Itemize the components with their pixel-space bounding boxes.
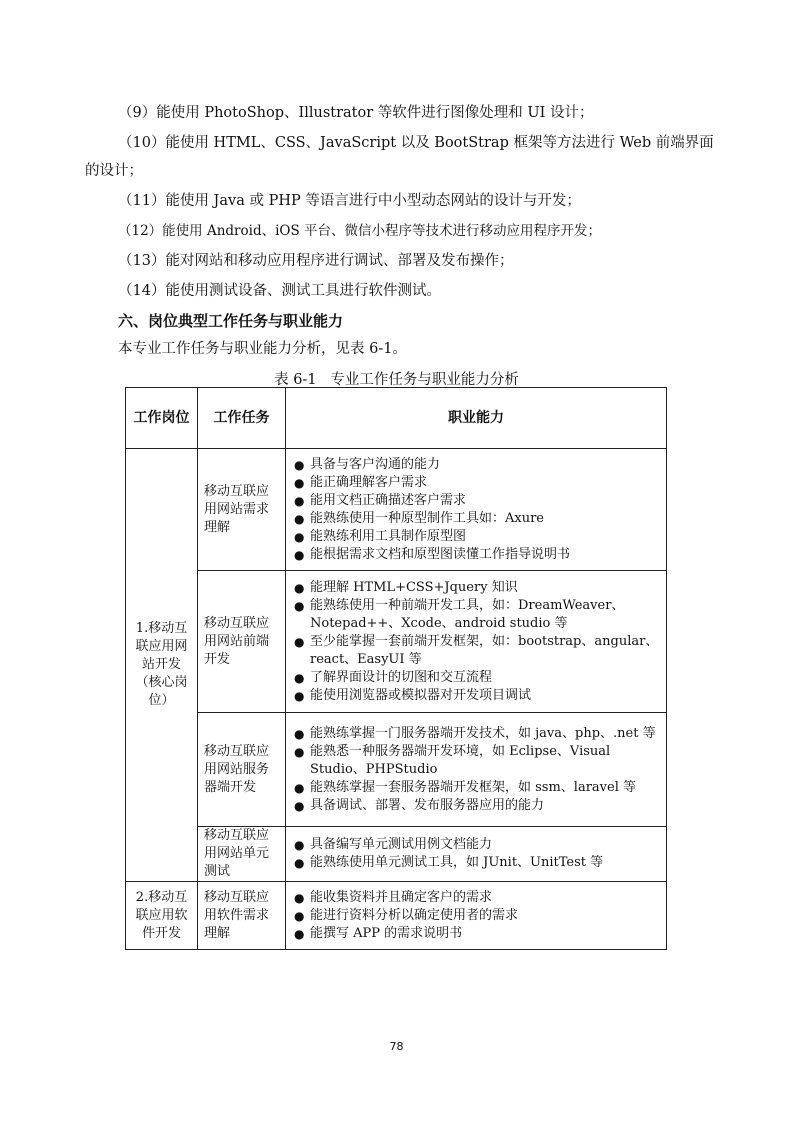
ability-cell — [286, 449, 667, 571]
task-cell: 移动互联应用网站服务器端开发 — [198, 713, 286, 827]
ability-item: ● 能熟练掌握一套服务器端开发框架，如 ssm、laravel 等 — [294, 779, 660, 797]
table-caption: 表 6-1 专业工作任务与职业能力分析 — [274, 372, 519, 388]
ability-item: ● 能撰写 APP 的需求说明书 — [294, 925, 660, 943]
header-task: 工作任务 — [198, 388, 286, 449]
table-row — [126, 827, 667, 882]
table-row — [126, 713, 667, 827]
paragraph-10-cont: 的设计； — [85, 163, 143, 179]
task-cell: 移动互联应用软件需求理解 — [198, 882, 286, 950]
ability-cell — [286, 713, 667, 827]
ability-cell — [286, 827, 667, 882]
table-row — [126, 571, 667, 713]
ability-item: ● 能熟练掌握一门服务器端开发技术，如 java、php、.net 等 — [294, 725, 660, 743]
ability-item: ● 能熟练使用一种前端开发工具，如：DreamWeaver、Notepad++、Xcode、android studio 等 — [294, 597, 660, 633]
ability-cell — [286, 571, 667, 713]
table-header-row — [126, 388, 667, 449]
section-heading: 六、岗位典型工作任务与职业能力 — [118, 312, 344, 330]
ability-item: ● 具备编写单元测试用例文档能力 — [294, 836, 660, 854]
paragraph-11: （11）能使用 Java 或 PHP 等语言进行中小型动态网站的设计与开发； — [118, 193, 581, 209]
ability-item: ● 了解界面设计的切图和交互流程 — [294, 669, 660, 687]
table-row — [126, 449, 667, 571]
ability-item: ● 能使用浏览器或模拟器对开发项目调试 — [294, 687, 660, 705]
paragraph-10: （10）能使用 HTML、CSS、JavaScript 以及 BootStrap 框架等方法进行 Web 前端界面 — [118, 135, 714, 151]
task-cell: 移动互联应用网站前端开发 — [198, 571, 286, 713]
ability-item: ● 具备与客户沟通的能力 — [294, 456, 660, 474]
ability-item: ● 能熟练使用一种原型制作工具如：Axure — [294, 510, 660, 528]
ability-item: ● 能熟悉一种服务器端开发环境，如 Eclipse、Visual Studio、PHPStudio — [294, 743, 660, 779]
post-cell: 1.移动互联应用网站开发（核心岗位） — [126, 449, 198, 882]
ability-item: ● 能熟练利用工具制作原型图 — [294, 528, 660, 546]
ability-item: ● 能用文档正确描述客户需求 — [294, 492, 660, 510]
ability-item: ● 能进行资料分析以确定使用者的需求 — [294, 907, 660, 925]
ability-item: ● 至少能掌握一套前端开发框架，如：bootstrap、angular、react、EasyUI 等 — [294, 633, 660, 669]
task-cell: 移动互联应用网站单元测试 — [198, 827, 286, 882]
header-post: 工作岗位 — [126, 388, 198, 449]
post-cell: 2.移动互联应用软件开发 — [126, 882, 198, 950]
paragraph-13: （13）能对网站和移动应用程序进行调试、部署及发布操作； — [118, 253, 514, 269]
table-row — [126, 882, 667, 950]
header-ability: 职业能力 — [286, 388, 667, 449]
ability-cell — [286, 882, 667, 950]
paragraph-14: （14）能使用测试设备、测试工具进行软件测试。 — [118, 283, 441, 299]
ability-item: ● 能收集资料并且确定客户的需求 — [294, 889, 660, 907]
task-cell: 移动互联应用网站需求理解 — [198, 449, 286, 571]
ability-item: ● 能理解 HTML+CSS+Jquery 知识 — [294, 579, 660, 597]
intro-text: 本专业工作任务与职业能力分析，见表 6-1。 — [118, 341, 407, 357]
ability-table — [125, 387, 667, 950]
ability-item: ● 具备调试、部署、发布服务器应用的能力 — [294, 797, 660, 815]
paragraph-12: （12）能使用 Android、iOS 平台、微信小程序等技术进行移动应用程序开发； — [118, 223, 602, 239]
ability-item: ● 能根据需求文档和原型图读懂工作指导说明书 — [294, 546, 660, 564]
page-number: 78 — [389, 1040, 404, 1053]
ability-item: ● 能正确理解客户需求 — [294, 474, 660, 492]
paragraph-9: （9）能使用 PhotoShop、Illustrator 等软件进行图像处理和 UI 设计； — [118, 105, 594, 121]
ability-item: ● 能熟练使用单元测试工具，如 JUnit、UnitTest 等 — [294, 854, 660, 872]
